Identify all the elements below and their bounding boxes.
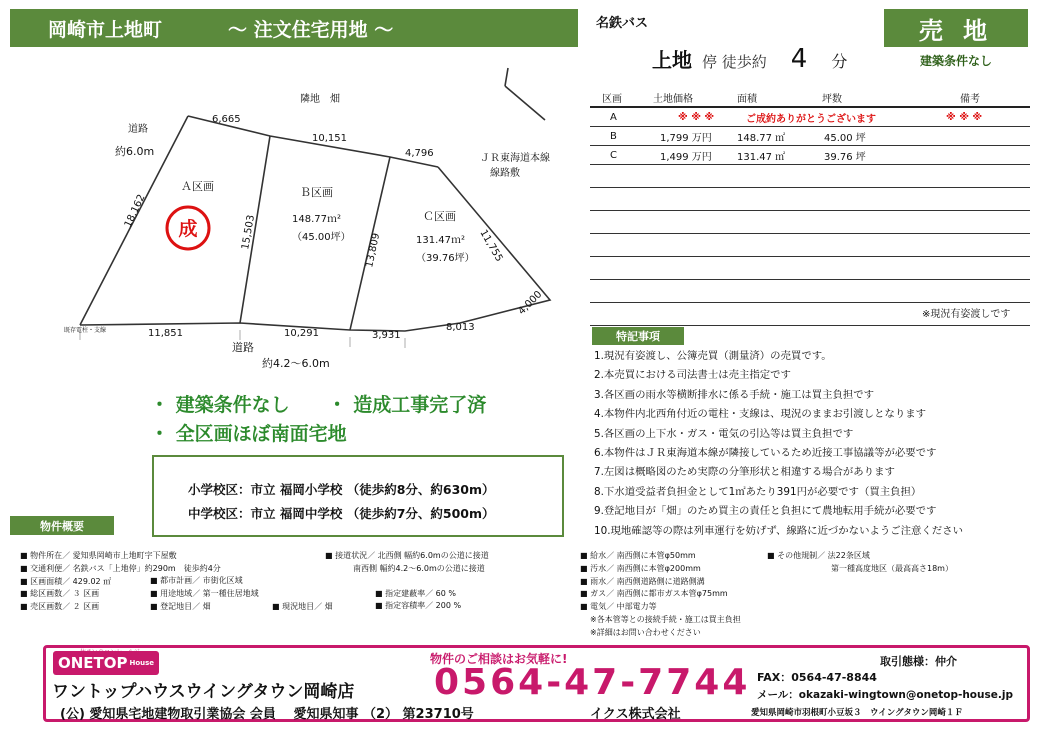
- no-building-condition: 建築条件なし: [919, 54, 992, 68]
- rail-label: ＪＲ東海道本線: [480, 153, 550, 164]
- table-row: [590, 107, 1030, 127]
- license-info: (公) 愛知県宅地建物取引業協会 会員 愛知県知事 （2） 第23710号: [60, 707, 474, 722]
- north-road-width: 約6.0m: [115, 145, 155, 158]
- sold-marks: ※ ※ ※: [652, 107, 736, 127]
- lot-area: 131.47 ㎡: [736, 146, 816, 165]
- transaction-mode: 取引態様：仲介: [880, 655, 957, 668]
- lot-note: [916, 127, 1030, 146]
- property-item: ■ 登記地目／ 畑: [150, 601, 211, 611]
- walk-unit: 分: [831, 52, 848, 71]
- dimension-label: 10,291: [284, 328, 319, 339]
- dimension-label: 11,851: [148, 328, 183, 339]
- fax-number: FAX：0564-47-8844: [757, 671, 877, 684]
- lot-c-label: Ｃ区画: [423, 210, 456, 223]
- consult-message: 物件のご相談はお気軽に!: [430, 652, 568, 666]
- lot-area: 148.77 ㎡: [736, 127, 816, 146]
- table-row: [590, 234, 1030, 257]
- table-row: [590, 280, 1030, 303]
- property-item: ■ その他規制／ 法22条区域: [767, 551, 870, 560]
- property-summary-heading: 物件概要: [10, 516, 114, 535]
- list-item: 2.本売買における司法書士は売主指定です: [594, 369, 791, 382]
- header-note: 備考: [916, 88, 1030, 107]
- dimension-label: 6,665: [212, 114, 241, 125]
- dimension-label: 11,755: [477, 228, 505, 264]
- shop-name: ワントップハウスウイングタウン岡崎店: [52, 682, 355, 702]
- property-item: ※詳細はお問い合わせください: [590, 627, 701, 637]
- property-item: ■ 接道状況／ 北西側 幅約6.0mの公道に接道: [325, 551, 489, 560]
- table-row: [590, 188, 1030, 211]
- dimension-label: 15,503: [240, 214, 258, 251]
- phone-number[interactable]: 0564-47-7744: [434, 662, 751, 703]
- special-notes-list: [594, 347, 1034, 541]
- lot-table: [590, 88, 1030, 326]
- lot-tsubo: 45.00 坪: [816, 127, 916, 146]
- school-district-box: [152, 455, 564, 537]
- lot-id: C: [590, 146, 652, 165]
- email-address[interactable]: メール：okazaki-wingtown@onetop-house.jp: [757, 689, 1013, 701]
- property-item: ■ 区画面積／ 429.02 ㎡: [20, 576, 112, 586]
- dimension-label: 3,931: [372, 330, 401, 341]
- north-road-label: 道路: [128, 124, 148, 135]
- dimension-label: 10,151: [312, 133, 347, 144]
- table-row: [590, 257, 1030, 280]
- header-price: 土地価格: [652, 88, 736, 107]
- list-item: 8.下水道受益者負担金として1㎡あたり391円が必要です（買主負担）: [594, 485, 922, 498]
- property-item: ■ 給水／ 南西側に本管φ50mm: [580, 551, 696, 560]
- dimension-label: 4,000: [516, 289, 545, 318]
- lot-note: [916, 146, 1030, 165]
- special-notes-heading: 特記事項: [592, 327, 684, 345]
- lot-id: A: [590, 107, 652, 127]
- property-item: ■ 交通利便／ 名鉄バス「上地停」約290m 徒歩約4分: [20, 563, 221, 573]
- lot-id: B: [590, 127, 652, 146]
- bus-stop-line: [652, 44, 847, 74]
- table-row: [590, 211, 1030, 234]
- for-sale-badge: 売 地: [884, 9, 1028, 47]
- table-row: [590, 146, 1030, 165]
- property-item: ■ 都市計画／ 市街化区域: [150, 576, 243, 585]
- lot-b-tsubo: （45.00坪）: [292, 232, 351, 243]
- list-item: 3.各区画の雨水等横断排水に係る手続・施工は買主負担です: [594, 388, 875, 401]
- property-item: ※各本管等との接続手続・施工は買主負担: [590, 614, 741, 624]
- south-road-label: 道路: [232, 341, 254, 354]
- header-lot: 区画: [590, 88, 652, 107]
- dimension-label: 13,809: [364, 232, 383, 269]
- lot-c-tsubo: （39.76坪）: [416, 253, 475, 264]
- property-item: ■ 売区画数／ ２ 区画: [20, 602, 100, 612]
- list-item: 7.左図は概略図のため実際の分筆形状と相違する場合があります: [594, 466, 895, 479]
- property-item: ■ ガス／ 南西側に都市ガス本管φ75mm: [580, 589, 728, 599]
- property-item: ■ 電気／ 中部電力等: [580, 602, 657, 612]
- property-item: ■ 雨水／ 南西側道路側に道路側溝: [580, 576, 705, 586]
- property-type-title: ～ 注文住宅用地 ～: [228, 18, 394, 41]
- location-title: 岡崎市上地町: [48, 18, 163, 41]
- north-neighbor-label: 隣地 畑: [300, 94, 340, 105]
- lot-a-label: Ａ区画: [181, 180, 214, 193]
- logo-sub: House: [129, 659, 155, 667]
- site-plan-map: [0, 50, 585, 380]
- property-item: 第一種高度地区（最高高さ18m）: [831, 563, 953, 573]
- property-item: ■ 汚水／ 南西側に本管φ200mm: [580, 563, 701, 573]
- walk-label: 停 徒歩約: [702, 53, 767, 71]
- lot-b-area: 148.77ｍ²: [292, 214, 341, 225]
- bus-stop-name: 上地: [652, 48, 692, 72]
- property-col-3: [580, 550, 741, 640]
- logo-text: ONETOP: [57, 654, 128, 672]
- rail-bed-label: 線路敷: [490, 168, 520, 179]
- highlight-line: ・ 全区画ほぼ南面宅地: [150, 423, 347, 445]
- property-item: ■ 用途地域／ 第一種住居地域: [150, 588, 259, 598]
- sold-stamp: 成: [178, 218, 198, 240]
- property-col-2: [325, 550, 489, 613]
- bus-line: 名鉄バス: [596, 16, 649, 31]
- company-name: イクス株式会社: [590, 707, 681, 722]
- junior-high-school: 中学校区：市立 福岡中学校 （徒歩約7分、約500m）: [188, 506, 495, 521]
- table-row: [590, 165, 1030, 188]
- title-bar: [10, 9, 578, 47]
- list-item: 6.本物件はＪＲ東海道本線が隣接しているため近接工事協議等が必要です: [594, 447, 937, 460]
- lot-price: 1,799 万円: [652, 127, 736, 146]
- sold-message: ご成約ありがとうございます: [736, 107, 916, 127]
- table-row: [590, 127, 1030, 146]
- highlight-line: ・ 建築条件なし ・ 造成工事完了済: [150, 394, 487, 416]
- property-item: ■ 指定建蔽率／ 60 %: [375, 588, 456, 598]
- dimension-label: 4,796: [405, 148, 434, 159]
- property-item: 南西側 幅約4.2～6.0mの公道に接道: [353, 563, 485, 573]
- property-col-1b: [150, 575, 259, 613]
- lot-price: 1,499 万円: [652, 146, 736, 165]
- utility-pole-label: 既存電柱・支線: [64, 327, 107, 334]
- as-is-note: ※現況有姿渡しです: [922, 309, 1011, 320]
- lot-c-area: 131.47ｍ²: [416, 235, 465, 246]
- header-area: 面積: [736, 88, 816, 107]
- property-item: ■ 物件所在／ 愛知県岡崎市上地町字下屋敷: [20, 551, 177, 560]
- lot-tsubo: 39.76 坪: [816, 146, 916, 165]
- dimension-label: 8,013: [446, 322, 475, 333]
- header-tsubo: 坪数: [816, 88, 916, 107]
- sold-marks-note: ※ ※ ※: [916, 107, 1030, 127]
- list-item: 1.現況有姿渡し、公簿売買（測量済）の売買です。: [594, 350, 832, 362]
- lot-table-header: [590, 88, 1030, 107]
- elementary-school: 小学校区：市立 福岡小学校 （徒歩約8分、約630m）: [188, 482, 495, 497]
- property-item: ■ 総区画数／ ３ 区画: [20, 589, 100, 599]
- property-item: ■ 現況地目／ 畑: [272, 602, 333, 611]
- list-item: 4.本物件内北西角付近の電柱・支線は、現況のままお引渡しとなります: [594, 408, 927, 421]
- property-item: ■ 指定容積率／ 200 %: [375, 601, 462, 611]
- dimension-label: 18,162: [122, 192, 148, 230]
- list-item: 10.現地確認等の際は列車運行を妨げず、線路に近づかないようご注意ください: [594, 524, 963, 537]
- highlights: [150, 391, 486, 449]
- south-road-width: 約4.2～6.0m: [262, 357, 330, 370]
- property-col-4: [767, 550, 953, 576]
- onetop-logo: [53, 651, 159, 675]
- walk-minutes: 4: [790, 44, 808, 74]
- list-item: 9.登記地目が「畑」のため買主の責任と負担にて農地転用手続が必要です: [594, 505, 937, 518]
- list-item: 5.各区画の上下水・ガス・電気の引込等は買主負担です: [594, 427, 854, 440]
- lot-b-label: Ｂ区画: [300, 186, 333, 199]
- company-address: 愛知県岡崎市羽根町小豆坂３ ウイングタウン岡崎１Ｆ: [751, 708, 963, 718]
